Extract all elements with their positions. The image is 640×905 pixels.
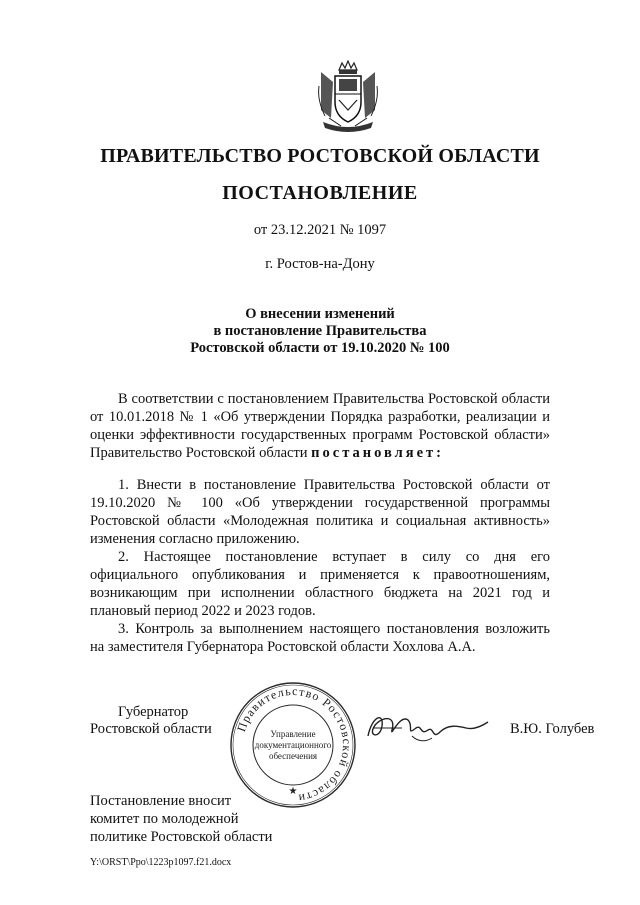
signer-name: В.Ю. Голубев: [510, 721, 595, 737]
subject-line: в постановление Правительства: [213, 323, 427, 339]
document-type: ПОСТАНОВЛЕНИЕ: [222, 182, 418, 204]
seal-ring-text: Правительство Ростовской области: [233, 683, 355, 806]
svg-text:★: ★: [288, 786, 298, 797]
preamble-text: В соответствии с постановлением Правительства Ростовской области от 10.01.2018 № 1 «Об утверждении Порядка разработки, реализации и оценки эффективности государственных программ Ростовской области» Правительство Ростовской области: [90, 391, 550, 461]
subject-line: О внесении изменений: [245, 306, 395, 322]
item-1: 1. Внести в постановление Правительства Ростовской области от 19.10.2020 № 100 «Об утверждении государственной программы Ростовской области «Молодежная политика и социальная активность» изменения согласно приложению.: [90, 477, 550, 547]
author-block: [90, 792, 272, 846]
seal-center-line: Управление: [270, 729, 316, 739]
decree-word: постановляет:: [311, 445, 445, 461]
handwritten-signature: [362, 706, 492, 748]
subject-line: Ростовской области от 19.10.2020 № 100: [190, 340, 450, 356]
coat-of-arms-icon: [315, 60, 381, 132]
author-line: комитет по молодежной: [90, 811, 239, 827]
government-title: ПРАВИТЕЛЬСТВО РОСТОВСКОЙ ОБЛАСТИ: [100, 145, 540, 167]
preamble-paragraph: [90, 390, 550, 462]
official-seal-stamp: [228, 680, 358, 810]
seal-center-line: обеспечения: [268, 751, 318, 761]
governor-title-line: Губернатор: [118, 704, 189, 720]
file-path: Y:\ORST\Ppo\1223p1097.f21.docx: [90, 857, 232, 868]
item-2: 2. Настоящее постановление вступает в силу со дня его официального опубликования и применяется к правоотношениям, возникающим при исполнении областного бюджета на 2021 год и плановый период 2022 и 2023 годов.: [90, 549, 550, 619]
document-subject: [0, 306, 640, 357]
governor-title: [90, 704, 212, 738]
author-line: политике Ростовской области: [90, 829, 273, 845]
seal-center-line: документационного: [254, 740, 332, 750]
item-3: 3. Контроль за выполнением настоящего постановления возложить на заместителя Губернатора Ростовской области Хохлова А.А.: [90, 621, 550, 655]
date-number: от 23.12.2021 № 1097: [253, 222, 387, 238]
city: г. Ростов-на-Дону: [265, 256, 375, 272]
author-line: Постановление вносит: [90, 793, 232, 809]
governor-title-line: Ростовской области: [90, 721, 212, 737]
